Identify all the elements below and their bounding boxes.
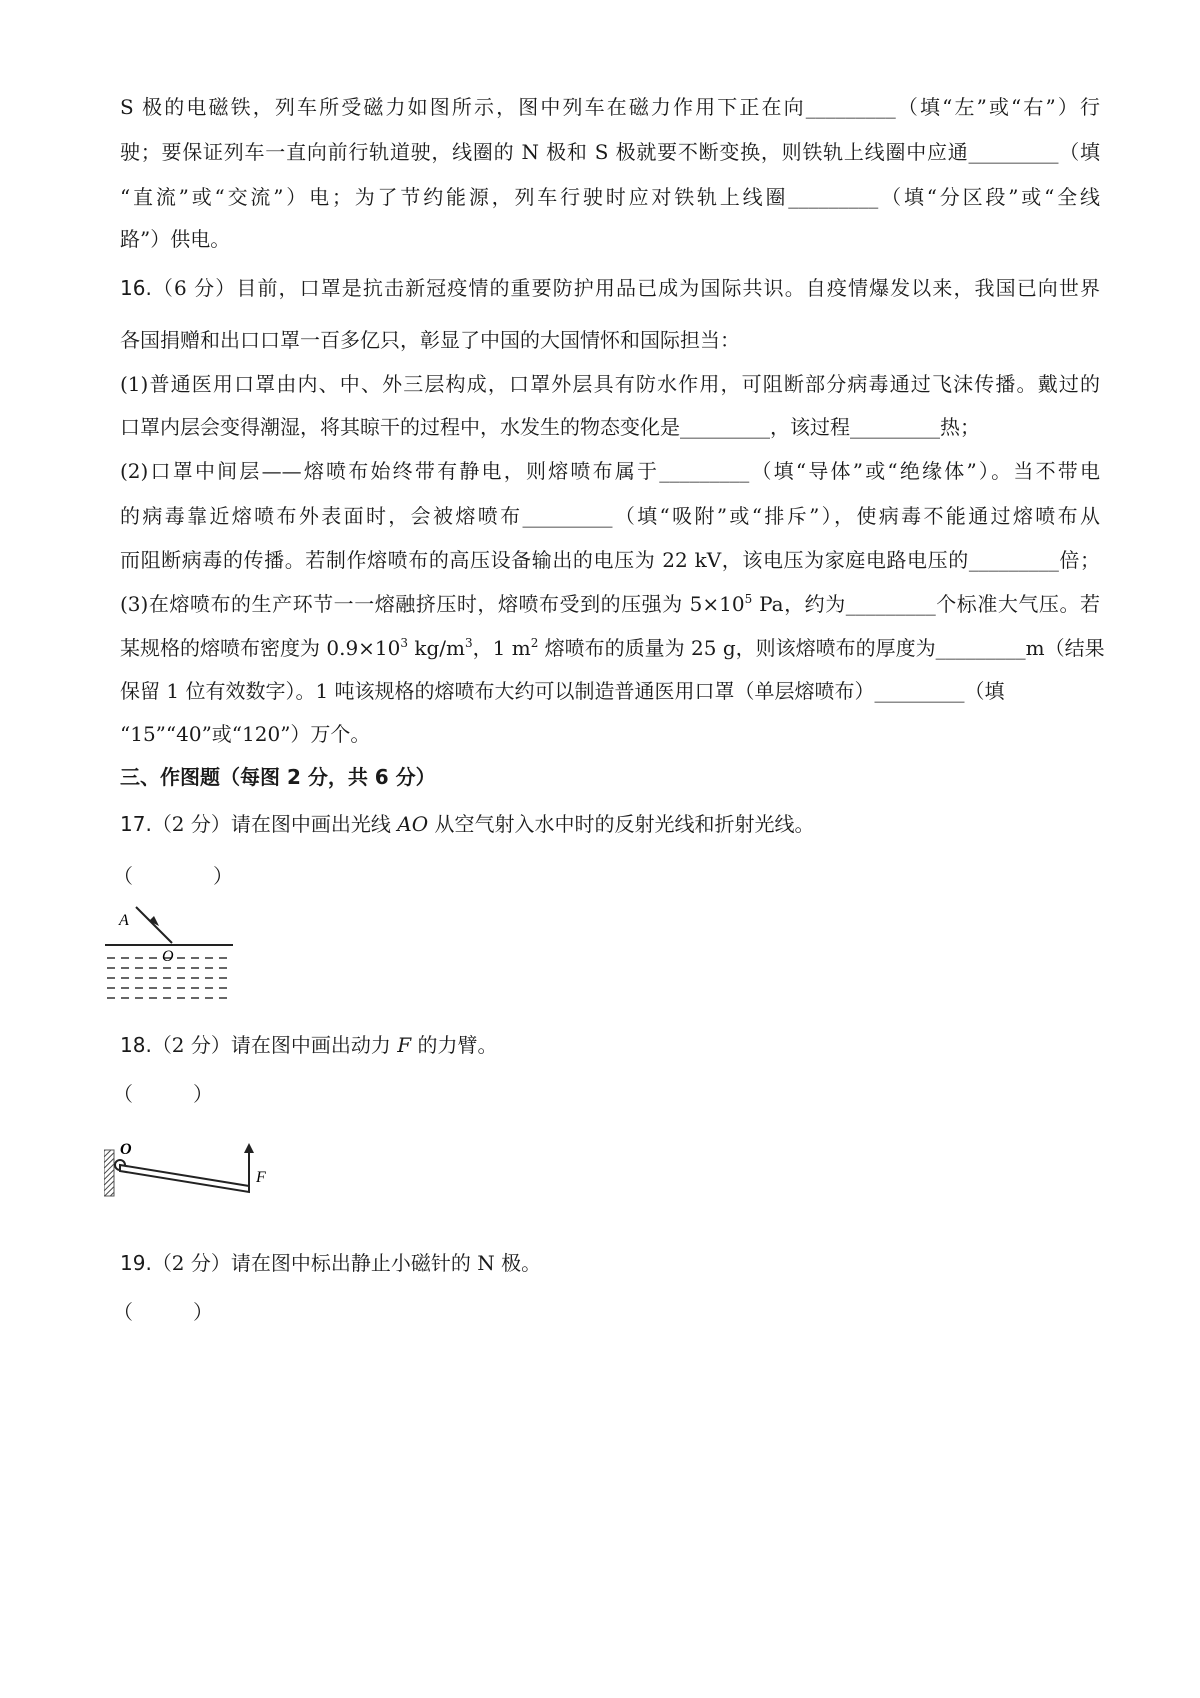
- q15-line-4: 路”）供电。: [120, 227, 231, 251]
- q15-line-1: S 极的电磁铁，列车所受磁力如图所示，图中列车在磁力作用下正在向_________（填“左”或“右”）行: [120, 95, 1100, 119]
- section-heading: 三、作图题（每图 2 分，共 6 分）: [120, 765, 436, 789]
- q17-prompt: [120, 810, 1100, 838]
- q17-text: 从空气射入水中时的反射光线和折射光线。: [428, 812, 815, 836]
- lever-bar: [120, 1165, 249, 1192]
- q18-text: 的力臂。: [411, 1033, 498, 1057]
- question-number: 18.: [120, 1033, 152, 1057]
- q18-text: （2 分）请在图中画出动力: [151, 1033, 398, 1057]
- answer-paren: （ ）: [113, 864, 233, 888]
- q16-part3-line-2: [120, 634, 1105, 662]
- q16-part1-line-2: 口罩内层会变得潮湿，将其晾干的过程中，水发生的物态变化是_________，该过程_________热；: [120, 415, 980, 439]
- q16-part3-text: 某规格的熔喷布密度为 0.9×10: [120, 636, 401, 660]
- q16-part2-line-2: 的病毒靠近熔喷布外表面时，会被熔喷布_________（填“吸附”或“排斥”），使病毒不能通过熔喷布从: [120, 504, 1100, 528]
- wall: [104, 1150, 114, 1196]
- q17-ray-label: AO: [397, 812, 429, 836]
- q16-part3-text: 熔喷布的质量为 25 g，则该熔喷布的厚度为_________m（结果: [538, 636, 1105, 660]
- q16-part3-line-1: [120, 590, 1100, 618]
- exponent: 5: [744, 592, 753, 606]
- q15-line-2: 驶；要保证列车一直向前行轨道驶，线圈的 N 极和 S 极就要不断变换，则铁轨上线圈中应通_________（填: [120, 140, 1100, 164]
- q16-part3-text: ，1 m: [472, 636, 531, 660]
- q16-part3-line-3: 保留 1 位有效数字）。1 吨该规格的熔喷布大约可以制造普通医用口罩（单层熔喷布）_________（填: [120, 679, 1005, 703]
- q17-text: （2 分）请在图中画出光线: [151, 812, 398, 836]
- answer-paren: （ ）: [113, 1300, 213, 1324]
- answer-paren: （ ）: [113, 1082, 213, 1106]
- question-number: 19.: [120, 1251, 152, 1275]
- q16-part2-line-3: 而阻断病毒的传播。若制作熔喷布的高压设备输出的电压为 22 kV，该电压为家庭电路电压的_________倍；: [120, 548, 1100, 572]
- q16-part3-text: kg/m: [408, 636, 465, 660]
- q16-part2-line-1: (2)口罩中间层——熔喷布始终带有静电，则熔喷布属于_________（填“导体”或“绝缘体”）。当不带电: [120, 459, 1100, 483]
- lever-figure: [104, 1128, 284, 1208]
- exponent: 3: [400, 636, 409, 650]
- q16-part1-line-1: (1)普通医用口罩由内、中、外三层构成，口罩外层具有防水作用，可阻断部分病毒通过飞沫传播。戴过的: [120, 372, 1100, 396]
- exponent: 3: [465, 636, 473, 650]
- q15-line-3: “直流”或“交流”）电；为了节约能源，列车行驶时应对铁轨上线圈_________（填“分区段”或“全线: [120, 185, 1100, 209]
- force-arrow: [244, 1143, 254, 1186]
- q16-part3-text: Pa，约为_________个标准大气压。若: [752, 592, 1100, 616]
- q18-prompt: [120, 1031, 1100, 1059]
- point-a-label: A: [119, 912, 129, 929]
- question-number: 16.: [120, 276, 152, 300]
- q16-intro-text: （6 分）目前，口罩是抗击新冠疫情的重要防护用品已成为国际共识。自疫情爆发以来，我国已向世界: [151, 276, 1100, 300]
- pivot-o-label: O: [120, 1141, 132, 1158]
- q16-part3-line-4: “15”“40”或“120”）万个。: [120, 722, 371, 746]
- exponent: 2: [530, 636, 539, 650]
- q16-line-2: 各国捐赠和出口口罩一百多亿只，彰显了中国的大国情怀和国际担当：: [120, 328, 740, 352]
- q16-line-1: [120, 274, 1100, 302]
- q18-force-label: F: [397, 1033, 412, 1057]
- q16-part3-text: (3)在熔喷布的生产环节一一熔融挤压时，熔喷布受到的压强为 5×10: [120, 592, 745, 616]
- q19-text: （2 分）请在图中标出静止小磁针的 N 极。: [151, 1251, 542, 1275]
- force-f-label: F: [256, 1169, 266, 1186]
- refraction-figure: [105, 905, 245, 1005]
- q19-prompt: [120, 1249, 1100, 1277]
- point-o-label: O: [162, 948, 174, 965]
- incident-ray: [136, 907, 172, 943]
- question-number: 17.: [120, 812, 152, 836]
